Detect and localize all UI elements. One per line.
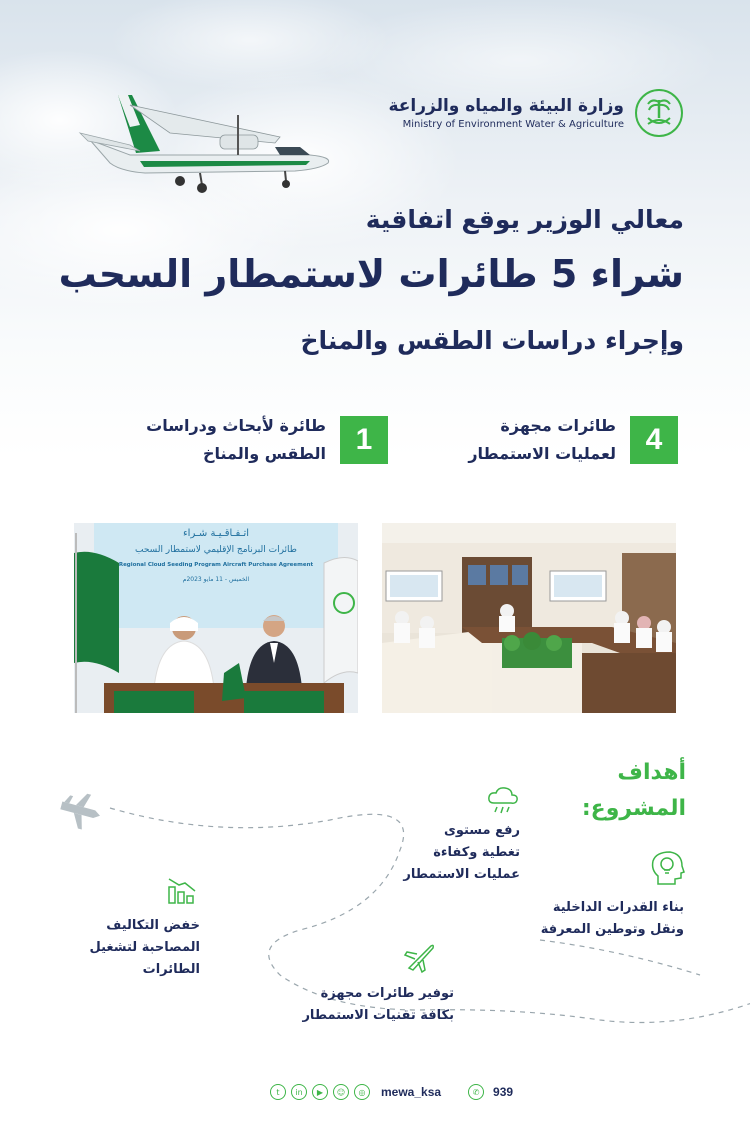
flight-path-airplane-icon	[57, 788, 105, 833]
ministry-name-arabic: وزارة البيئة والمياه والزراعة	[388, 96, 624, 116]
youtube-icon[interactable]: ▶	[312, 1084, 328, 1100]
phone-icon: ✆	[468, 1084, 484, 1100]
airplane-icon	[403, 940, 437, 974]
stat-research-aircraft	[146, 412, 388, 468]
banner-subtitle: طائرات البرنامج الإقليمي لاستمطار السحب	[135, 545, 297, 555]
goal-item: توفير طائرات مجهزة بكافة تقنيات الاستمطار	[302, 986, 454, 1023]
goals-title-line: أهداف	[617, 760, 686, 785]
palm-swords-emblem-icon	[634, 88, 684, 138]
stat-label-line: لعمليات الاستمطار	[468, 444, 616, 463]
banner-english: Regional Cloud Seeding Program Aircraft Purchase Agreement	[118, 562, 314, 568]
stat-number: 1	[340, 416, 388, 464]
footer-contact	[270, 1084, 513, 1100]
ministry-logo	[388, 88, 684, 138]
stat-equipped-aircraft	[468, 412, 678, 468]
snapchat-icon[interactable]: ☺	[333, 1084, 349, 1100]
linkedin-icon[interactable]: in	[291, 1084, 307, 1100]
goal-item: بناء القدرات الداخلية ونقل وتوطين المعرفة	[540, 900, 684, 937]
twitter-icon[interactable]: t	[270, 1084, 286, 1100]
head-lightbulb-icon	[648, 848, 686, 886]
chart-down-icon	[165, 873, 199, 907]
banner-title: اتـفـاقـيـة شـراء	[182, 528, 250, 539]
headline-line-1: معالي الوزير يوقع اتفاقية	[365, 205, 684, 234]
banner-date: الخميس - 11 مايو 2023م	[182, 576, 250, 583]
goals-title-line: المشروع:	[581, 796, 686, 821]
cloud-rain-icon	[486, 783, 520, 817]
stat-number: 4	[630, 416, 678, 464]
headline-line-3: وإجراء دراسات الطقس والمناخ	[300, 326, 684, 355]
goal-item: خفض التكاليف المصاحبة لتشغيل الطائرات	[89, 918, 200, 977]
phone-number[interactable]: 939	[493, 1085, 514, 1099]
signing-ceremony-photo	[74, 523, 358, 713]
social-handle[interactable]: mewa_ksa	[381, 1085, 442, 1099]
goal-item: رفع مستوى تغطية وكفاءة عمليات الاستمطار	[403, 823, 520, 882]
airplane-illustration	[70, 85, 340, 205]
stat-label-line: طائرة لأبحاث ودراسات	[146, 416, 326, 435]
ministry-name-english: Ministry of Environment Water & Agriculture	[402, 119, 624, 130]
stat-label-line: طائرات مجهزة	[500, 416, 616, 435]
stat-label-line: الطقس والمناخ	[202, 444, 326, 463]
headline-line-2: شراء 5 طائرات لاستمطار السحب	[58, 252, 684, 296]
instagram-icon[interactable]: ◎	[354, 1084, 370, 1100]
meeting-room-photo	[382, 523, 676, 713]
